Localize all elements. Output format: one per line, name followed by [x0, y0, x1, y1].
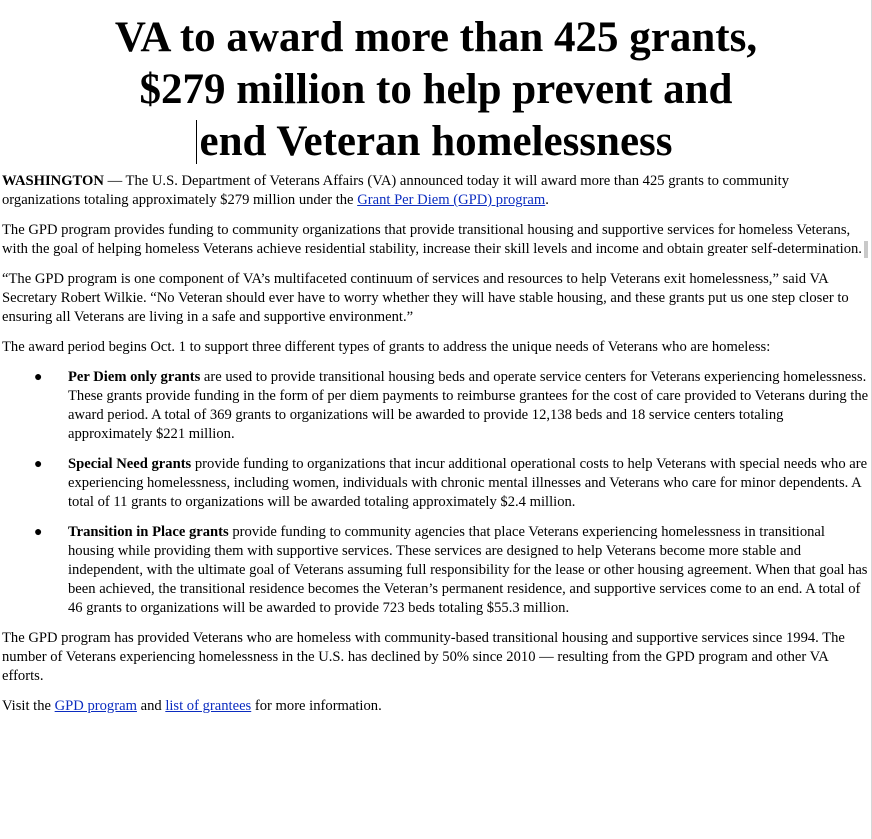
grant-title: Special Need grants: [68, 456, 192, 472]
intro-end: .: [545, 192, 549, 208]
list-item: [2, 368, 870, 444]
intro-paragraph: [2, 172, 870, 210]
page-title: [0, 0, 872, 168]
award-period-paragraph: The award period begins Oct. 1 to support three different types of grants to address the unique needs of Veterans who are homeless:: [2, 339, 771, 355]
intro-text: — The U.S. Department of Veterans Affairs (VA) announced today it will award more than 425 grants to community organizations totaling approximately $279 million under the: [2, 173, 790, 208]
gpd-program-link-2[interactable]: GPD program: [54, 698, 137, 714]
selection-marker: [864, 241, 868, 258]
title-line-3-wrap: [199, 116, 672, 168]
dateline: WASHINGTON: [2, 173, 104, 189]
gpd-program-link[interactable]: Grant Per Diem (GPD) program: [357, 192, 546, 208]
list-item: [2, 455, 870, 512]
bullet-icon: ●: [34, 457, 43, 472]
article-body: [2, 172, 870, 727]
grant-title: Per Diem only grants: [68, 369, 201, 385]
text-cursor: [196, 120, 197, 164]
program-description-paragraph: [2, 221, 870, 259]
grant-title: Transition in Place grants: [68, 524, 229, 540]
closing-before: Visit the: [2, 698, 55, 714]
history-paragraph: The GPD program has provided Veterans who are homeless with community-based transitional housing and supportive services since 1994. The number of Veterans experiencing homelessness in the U.S. has declined by 50% since 2010 — resulting from the GPD program and other VA efforts.: [2, 630, 845, 684]
grant-text: provide funding to community agencies that place Veterans experiencing homelessness in transitional housing while providing them with supportive services. These services are designed to help Veterans become more stable and independent, with the ultimate goal of Veterans assuming full responsibility for the lease or other housing agreement. When that goal has been achieved, the transitional residence becomes the Veteran’s permanent residence, and supportive services come to an end. A total of 46 grants to organizations will be awarded to provide 723 beds totaling $55.3 million.: [68, 524, 868, 616]
list-item: [2, 523, 870, 618]
bullet-icon: ●: [34, 525, 43, 540]
program-description-text: The GPD program provides funding to community organizations that provide transitional housing and supportive services for homeless Veterans, with the goal of helping homeless Veterans achieve residential stability, increase their skill levels and income and obtain greater self-determination.: [2, 222, 862, 257]
title-line-3-text: end Veteran homelessness: [199, 118, 673, 165]
closing-after: for more information.: [251, 698, 382, 714]
title-line-2: $279 million to help prevent and: [139, 66, 733, 113]
list-of-grantees-link[interactable]: list of grantees: [165, 698, 252, 714]
title-line-1: VA to award more than 425 grants,: [114, 14, 758, 61]
quote-paragraph: “The GPD program is one component of VA’s multifaceted continuum of services and resources to help Veterans exit homelessness,” said VA Secretary Robert Wilkie. “No Veteran should ever have to worry whether they will have stable housing, and these grants put us one step closer to ensuring all Veterans are living in a safe and supportive environment.”: [2, 271, 849, 325]
grant-types-list: [2, 368, 870, 618]
grant-text: provide funding to organizations that incur additional operational costs to help Veterans with special needs who are experiencing homelessness, including women, individuals with chronic mental illnesses and Veterans who care for minor dependents. A total of 11 grants to organizations will be awarded totaling approximately $2.4 million.: [68, 456, 868, 510]
closing-middle: and: [136, 698, 166, 714]
title-line-3: [0, 116, 872, 168]
bullet-icon: ●: [34, 370, 43, 385]
grant-text: are used to provide transitional housing beds and operate service centers for Veterans experiencing homelessness. These grants provide funding in the form of per diem payments to reimburse grantees for the cost of care provided to Veterans during the award period. A total of 369 grants to organizations will be awarded to provide 12,138 beds and 18 service centers totaling approximately $221 million.: [68, 369, 869, 442]
closing-paragraph: [2, 697, 870, 716]
